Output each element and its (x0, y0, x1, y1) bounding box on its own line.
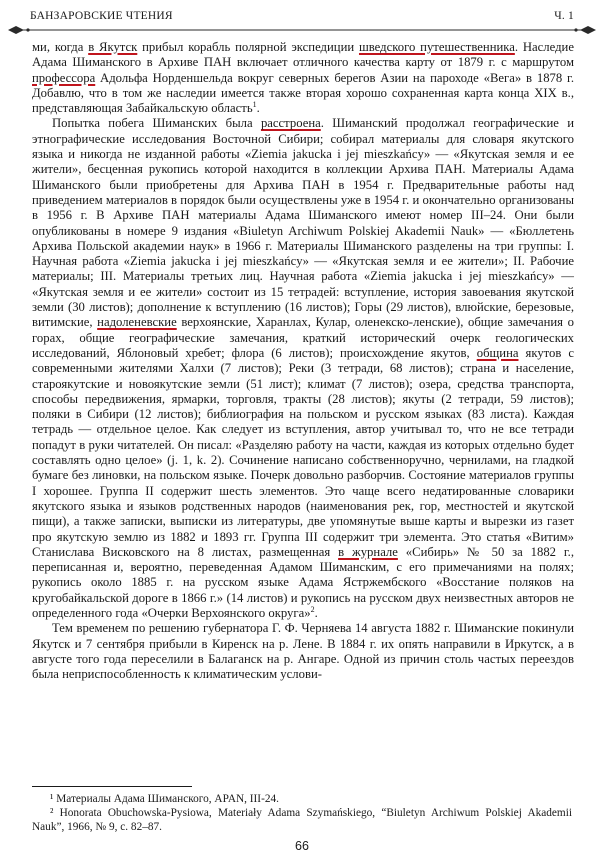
footnote-1: ¹ Материалы Адама Шиманского, APAN, III-24. (50, 793, 279, 805)
underlined-phrase: в Якутск (88, 40, 138, 54)
underlined-phrase: в журнале (338, 544, 398, 559)
paragraph-1: ми, когда в Якутск прибыл корабль полярной экспедиции шведского путешественника. Наследие Адама Шиманского в Архиве ПАН включает отличного качества карту от 1879 г. с маршрутом профессора Адольфа Норденшельда вокруг северных берегов Азии на пароходе «Вега» в 1878 г. Добавлю, что в том же наследии имеется также вторая хорошо сохраненная карта конца XIX в., представляющая Забайкальскую область$^1$. (32, 40, 574, 116)
paragraph-2: Попытка побега Шиманских была расстроена. Шиманский продолжал географические и этнографические исследования Восточной Сибири; собирал материалы для словаря якутского языка и никогда не изданной работы «Ziemia jakucka i jej mieszkańcy» — «Якутская земля и ее жители», бесценная рукопись которой находится в коллекции Архива ПАН. Материалы Адама Шиманского были приобретены для Архива ПАН в 1954 г. Предварительные работы над приведением материалов в порядок были осуществлены уже в 1954 г. и окончательно организованы в 1956 г. В Архиве ПАН материалы Адама Шиманского имеют номер III–24. Они были опубликованы в номере 9 издания «Biuletyn Archiwum Polskiej Akademii Nauk» — «Бюллетень Архива Польской академии наук» в 1966 г. Материалы Шиманского разделены на три группы: I. Научная работа «Ziemia jakucka i jej mieszkańcy» — «Якутская земля и ее жители»; II. Рабочие материалы; III. Материалы третьих лиц. Научная работа «Ziemia jakucka i jej mieszkańcy» — «Якутская земля и ее жители» состоит из 15 тетрадей: вступление, история завоевания якутской земли (30 листов); дополнение к вступлению (16 листов); Горы (29 листов), влюйские, березовые, витимские, надоленевские верхоянские, Харанлах, Кулар, оленекско-ленские), общие замечания о горах, общие географические замечания, краткий исторический очерк геологических исследований, Яблоновый хребет; флора (6 листов); происхождение якутов, община якутов с современными жителями Халхи (7 листов); Реки (3 тетради, 68 листов); страна и население, староякутские и новоякутские земли (51 лист); климат (7 листов); озера, средства транспорта, способы передвижения, ярмарки, торговля, тракты (28 листов); якуты (2 тетради, 59 листов); поляки в Сибири (12 листов); библиография на польском и русском языках (83 листа). Каждая тетрадь — отдельное целое. Как следует из вступления, автор учитывал то, что не все тетради попадут в руки читателей. Он писал: «Разделяю работу на части, каждая из которых отдельно будет составлять одно целое» (j. 1, k. 2). Сочинение написано собственноручно, чернилами, на гладкой бумаге без линовки, на польском языке. Почерк довольно разборчив. Состояние материалов группы I хорошее. Группа II содержит шесть элементов. Это чаще всего недатированные словарики якутского языка и языков родственных народов (наименования рек, гор, местностей и якутской пищи), а также записки, выписки из литературы, две упомянутые выше карты и вырезки из газет про якутскую землю из 1882 и 1893 гг. Группа III содержит три элемента. Это статья «Витим» Станислава Висковского на 8 листах, размещенная в журнале «Сибирь» № 50 за 1882 г., переписанная и, вероятно, переведенная Адамом Шиманским, с его примечаниями на полях; рукопись около 1885 г. на русском языке Адама Ястржембского «Восстание поляков на кругобайкальской дороге в 1866 г.» (14 листов) и рукопись на русском двух неизвестных авторов не определенного года «Очерки Верхоянского округа»$^2$. (32, 116, 575, 620)
underlined-phrase: профессора (32, 70, 96, 85)
underlined-phrase: надоленевские (97, 315, 177, 330)
footnotes (32, 793, 572, 834)
underlined-phrase: община (476, 345, 519, 360)
footnote-2: ² Honorata Obuchowska-Pysiowa, Materiały Adama Szymańskiego, “Biuletyn Archiwum Polskiej Akademii Nauk”, 1966, № 9, с. 82–87. (32, 806, 572, 833)
footnote-separator (32, 786, 192, 787)
journal-title: БАНЗАРОВСКИЕ ЧТЕНИЯ (30, 10, 173, 22)
left-ornament-icon (8, 26, 24, 34)
running-head (30, 6, 574, 22)
decorative-rule (6, 23, 598, 37)
page-number: 66 (295, 839, 309, 853)
underlined-phrase: шведского путешественника (358, 40, 515, 54)
underlined-phrase: расстроена (260, 116, 321, 131)
body-text (32, 40, 574, 682)
part-label: Ч. 1 (554, 10, 574, 22)
right-ornament-icon (580, 26, 596, 34)
paragraph-3: Тем временем по решению губернатора Г. Ф. Черняева 14 августа 1882 г. Шиманские покинули Якутск и 7 сентября прибыли в Киренск на р. Лене. В 1884 г. их опять направили в Иркутск, а в августе того года переселили в Балаганск на р. Ангаре. Одной из причин столь частых переездов была неприспособленность к климатическим услови- (32, 621, 574, 682)
footnote-ref: 1 (252, 99, 257, 109)
footnote-ref: 2 (310, 604, 315, 614)
